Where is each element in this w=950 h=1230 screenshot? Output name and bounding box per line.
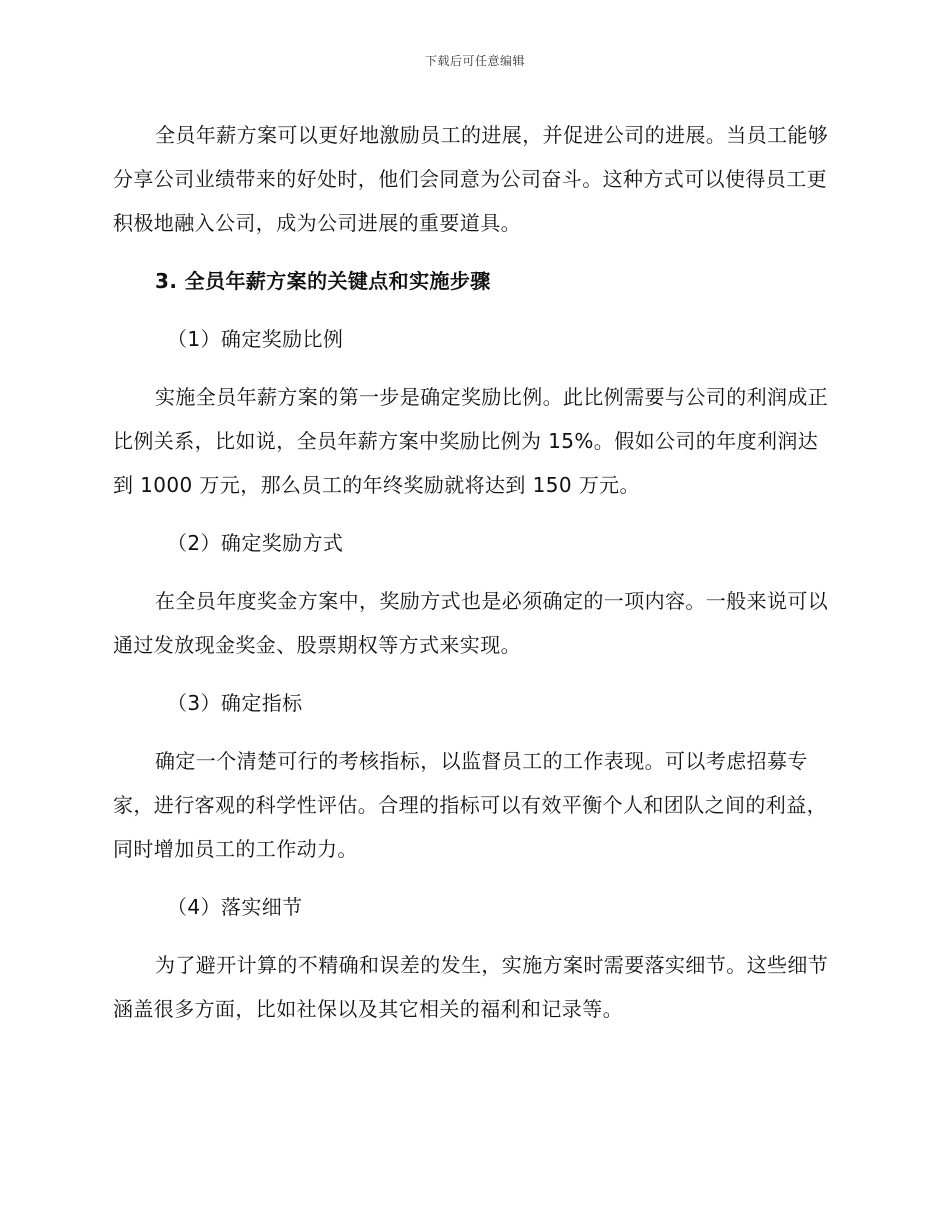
paragraph-intro: 全员年薪方案可以更好地激励员工的进展，并促进公司的进展。当员工能够分享公司业绩带来的好处时，他们会同意为公司奋斗。这种方式可以使得员工更积极地融入公司，成为公司进展的重要道具。 [113,123,829,235]
page-header: 下载后可任意编辑 [424,54,525,68]
section-heading: 3. 全员年薪方案的关键点和实施步骤 [155,269,491,293]
paragraph-indicators: 确定一个清楚可行的考核指标，以监督员工的工作表现。可以考虑招募专家，进行客观的科学性评估。合理的指标可以有效平衡个人和团队之间的利益，同时增加员工的工作动力。 [113,749,827,861]
document-body [113,113,831,1031]
paragraph-reward-ratio: 实施全员年薪方案的第一步是确定奖励比例。此比例需要与公司的利润成正比例关系，比如说，全员年薪方案中奖励比例为 15%。假如公司的年度利润达到 1000 万元，那么员工的年终奖励就将达到 150 万元。 [113,385,829,497]
subheading-reward-ratio: （1）确定奖励比例 [167,327,344,351]
paragraph-reward-method: 在全员年度奖金方案中，奖励方式也是必须确定的一项内容。一般来说可以通过发放现金奖金、股票期权等方式来实现。 [113,589,829,657]
subheading-details: （4）落实细节 [167,895,303,919]
paragraph-details: 为了避开计算的不精确和误差的发生，实施方案时需要落实细节。这些细节涵盖很多方面，比如社保以及其它相关的福利和记录等。 [113,953,829,1021]
subheading-reward-method: （2）确定奖励方式 [167,531,344,555]
subheading-indicators: （3）确定指标 [167,691,303,715]
